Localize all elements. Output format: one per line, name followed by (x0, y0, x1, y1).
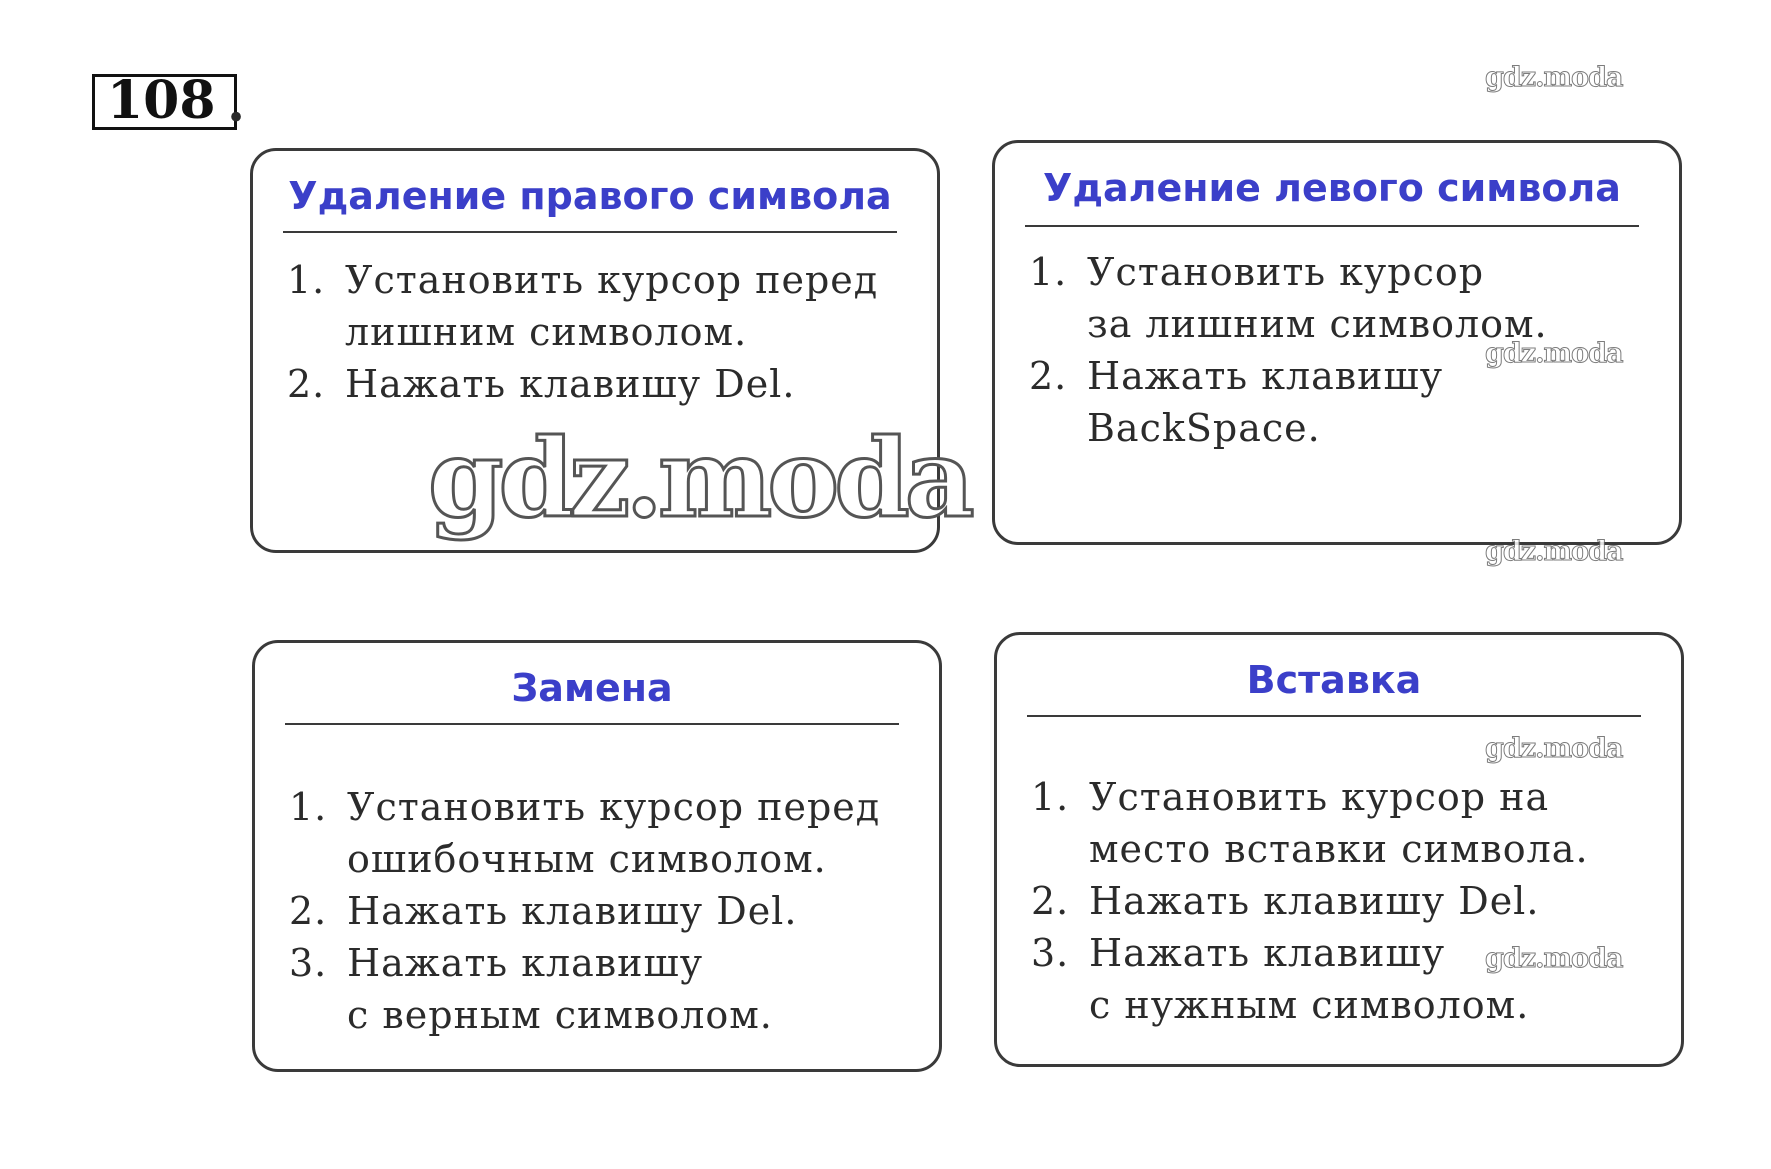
card-title: Замена (511, 666, 673, 710)
card-divider (1025, 225, 1639, 227)
step-text: Нажать клавишу Del. (345, 362, 796, 406)
watermark-large: gdz.moda (428, 416, 970, 542)
step-text: Установить курсор перед лишним символом. (345, 258, 879, 354)
watermark-small: gdz.moda (1485, 62, 1623, 93)
step-item (287, 358, 917, 410)
card-divider (1027, 715, 1641, 717)
card-title: Удаление правого символа (288, 174, 892, 218)
step-text: Установить курсор на место вставки символа. (1089, 775, 1589, 871)
step-text: Установить курсор перед ошибочным символом. (347, 785, 881, 881)
step-text: Нажать клавишу с верным символом. (347, 941, 773, 1037)
card-divider (283, 231, 897, 233)
watermark-small: gdz.moda (1485, 536, 1623, 567)
step-number: 2. (1031, 879, 1070, 923)
step-number: 2. (289, 889, 328, 933)
card-insert (994, 632, 1684, 1067)
watermark-small: gdz.moda (1485, 733, 1623, 764)
step-number: 2. (1029, 354, 1068, 398)
step-text: Установить курсор за лишним символом. (1087, 250, 1548, 346)
task-number (92, 68, 246, 134)
card-divider (285, 723, 899, 725)
step-number: 1. (1029, 250, 1068, 294)
steps-list (289, 781, 919, 1041)
steps-list (1031, 771, 1661, 1031)
step-number: 1. (289, 785, 328, 829)
step-item (287, 254, 917, 358)
step-item (1029, 246, 1659, 350)
task-number-value: 108 (107, 70, 216, 131)
watermark-small: gdz.moda (1485, 338, 1623, 369)
step-number: 1. (1031, 775, 1070, 819)
step-text: Нажать клавишу Del. (347, 889, 798, 933)
step-text: Нажать клавишу Del. (1089, 879, 1540, 923)
step-item (289, 781, 919, 885)
step-number: 2. (287, 362, 326, 406)
step-item (1031, 771, 1661, 875)
step-number: 3. (1031, 931, 1070, 975)
step-item (289, 937, 919, 1041)
task-number-box (92, 70, 237, 131)
task-number-dot: . (227, 73, 246, 134)
step-item (1031, 875, 1661, 927)
step-text: Нажать клавишу BackSpace. (1087, 354, 1444, 450)
card-title: Удаление левого символа (1043, 166, 1621, 210)
step-number: 1. (287, 258, 326, 302)
steps-list (287, 254, 917, 410)
card-replace (252, 640, 942, 1072)
card-title: Вставка (1246, 658, 1422, 702)
watermark-small: gdz.moda (1485, 943, 1623, 974)
step-item (289, 885, 919, 937)
step-number: 3. (289, 941, 328, 985)
step-text: Нажать клавишу с нужным символом. (1089, 931, 1530, 1027)
